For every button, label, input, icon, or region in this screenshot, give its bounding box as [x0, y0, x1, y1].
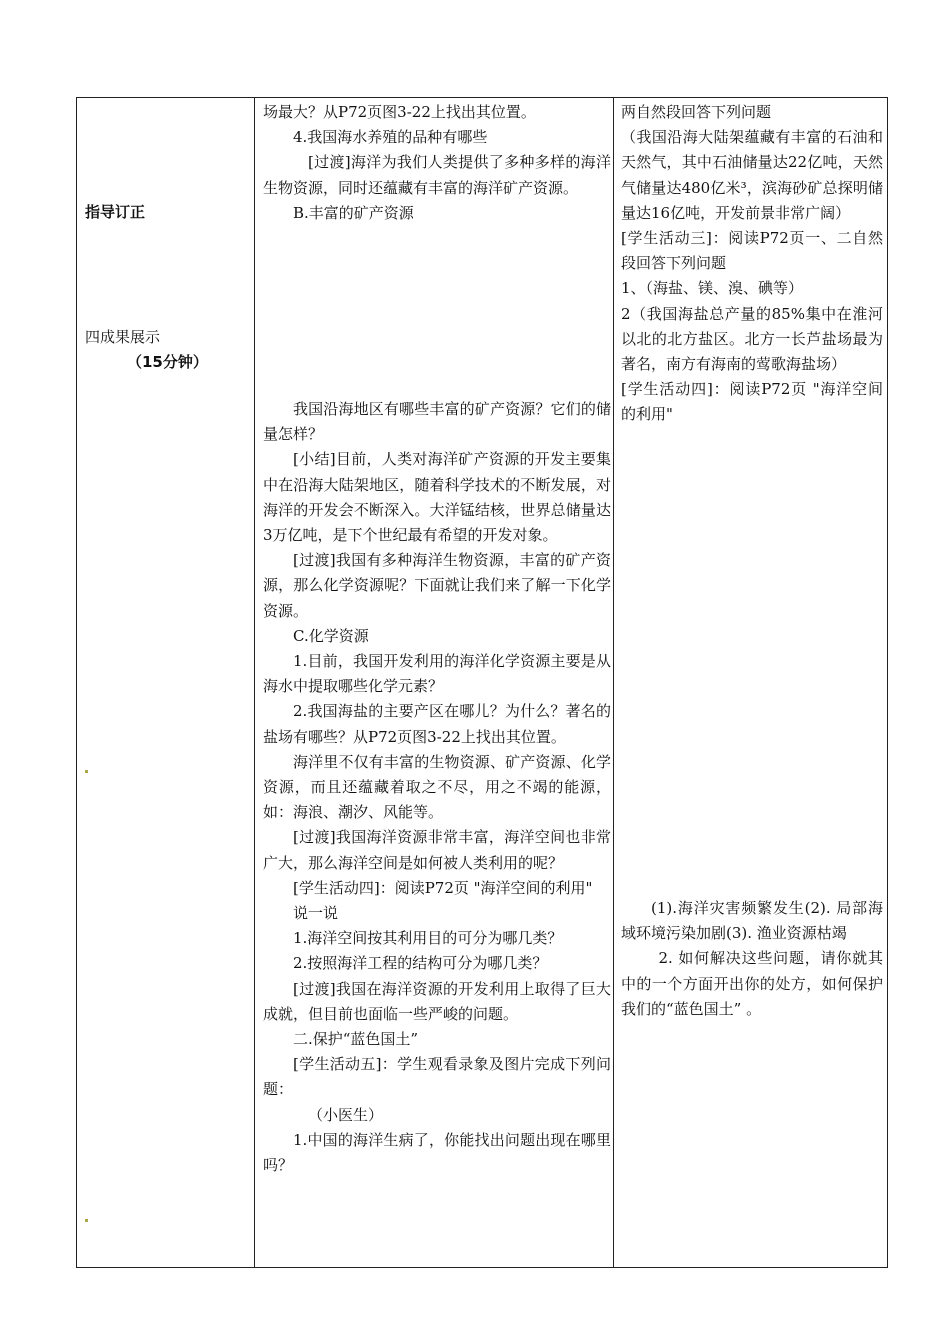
- mid-paragraph: 1.中国的海洋生病了，你能找出问题出现在哪里吗？: [263, 1130, 611, 1175]
- duration-label: （15分钟）: [127, 353, 208, 371]
- mid-paragraph: 2.我国海盐的主要产区在哪儿？为什么？著名的盐场有哪些？从P72页图3-22上找出其位置。: [263, 702, 611, 746]
- mid-paragraph: [过渡]海洋为我们人类提供了多种多样的海洋生物资源，同时还蕴藏有丰富的海洋矿产资源。: [263, 153, 611, 197]
- mid-paragraph: [小结]目前，人类对海洋矿产资源的开发主要集中在沿海大陆架地区，随着科学技术的不断发展，对海洋的开发会不断深入。大洋锰结核，世界总储量达3万亿吨，是下个世纪最有希望的开发对象。: [263, 450, 611, 545]
- mid-paragraph: [学生活动四]：阅读P72页 "海洋空间的利用": [293, 878, 593, 897]
- small-mark: [85, 770, 88, 773]
- right-paragraph: 2（我国海盐总产量的85%集中在淮河以北的北方盐区。北方一长芦盐场最为著名，南方有海南的莺歌海盐场）: [621, 304, 883, 374]
- right-paragraph: 2. 如何解决这些问题，请你就其中的一个方面开出你的处方，如何保护我们的“蓝色国土” 。: [621, 949, 883, 1018]
- right-paragraph: 1、（海盐、镁、溴、碘等）: [621, 279, 804, 298]
- mid-paragraph: 说一说: [293, 904, 339, 923]
- mid-paragraph: （小医生）: [308, 1105, 384, 1124]
- right-paragraph: 两自然段回答下列问题: [621, 103, 772, 121]
- lesson-table: [76, 97, 888, 1268]
- mid-paragraph: 4.我国海水养殖的品种有哪些: [293, 128, 488, 147]
- mid-paragraph: B.丰富的矿产资源: [293, 203, 414, 222]
- mid-block-1: [263, 100, 611, 226]
- right-block-1: [621, 100, 883, 428]
- right-column: [614, 98, 889, 1267]
- mid-paragraph: 二.保护“蓝色国土”: [293, 1030, 419, 1049]
- right-paragraph: （我国沿海大陆架蕴藏有丰富的石油和天然气，其中石油储量达22亿吨，天然气储量达480亿米³，滨海砂矿总探明储量达16亿吨，开发前景非常广阔）: [621, 128, 883, 222]
- right-block-2: [621, 896, 883, 1022]
- mid-block-2: [263, 397, 611, 1178]
- right-paragraph: [学生活动三]：阅读P72页一、二自然段回答下列问题: [621, 229, 883, 273]
- left-column: [77, 98, 255, 1267]
- small-mark: [85, 1219, 88, 1222]
- right-paragraph: [学生活动四]：阅读P72页 "海洋空间的利用": [621, 380, 883, 424]
- mid-paragraph: [学生活动五]：学生观看录象及图片完成下列问题：: [263, 1055, 611, 1099]
- guide-label: 指导订正: [85, 203, 146, 221]
- mid-paragraph: 2.按照海洋工程的结构可分为哪几类？: [293, 954, 548, 973]
- mid-paragraph: 场最大？从P72页图3-22上找出其位置。: [263, 103, 536, 121]
- mid-paragraph: 我国沿海地区有哪些丰富的矿产资源？它们的储量怎样？: [263, 400, 611, 444]
- right-paragraph: (1).海洋灾害频繁发生(2). 局部海域环境污染加剧(3). 渔业资源枯竭: [621, 899, 883, 943]
- mid-paragraph: 海洋里不仅有丰富的生物资源、矿产资源、化学资源，而且还蕴藏着取之不尽，用之不竭的能源，如：海浪、潮汐、风能等。: [263, 752, 611, 822]
- mid-paragraph: [过渡]我国有多种海洋生物资源，丰富的矿产资源，那么化学资源呢？下面就让我们来了解一下化学资源。: [263, 551, 611, 620]
- mid-paragraph: [过渡]我国在海洋资源的开发利用上取得了巨大成就，但目前也面临一些严峻的问题。: [263, 979, 611, 1023]
- section-label: 四成果展示: [85, 328, 161, 346]
- mid-paragraph: [过渡]我国海洋资源非常丰富，海洋空间也非常广大，那么海洋空间是如何被人类利用的呢？: [263, 828, 611, 872]
- middle-column: [255, 98, 614, 1267]
- mid-paragraph: C.化学资源: [293, 626, 369, 645]
- mid-paragraph: 1.目前，我国开发利用的海洋化学资源主要是从海水中提取哪些化学元素？: [263, 652, 611, 696]
- mid-paragraph: 1.海洋空间按其利用目的可分为哪几类？: [293, 929, 563, 948]
